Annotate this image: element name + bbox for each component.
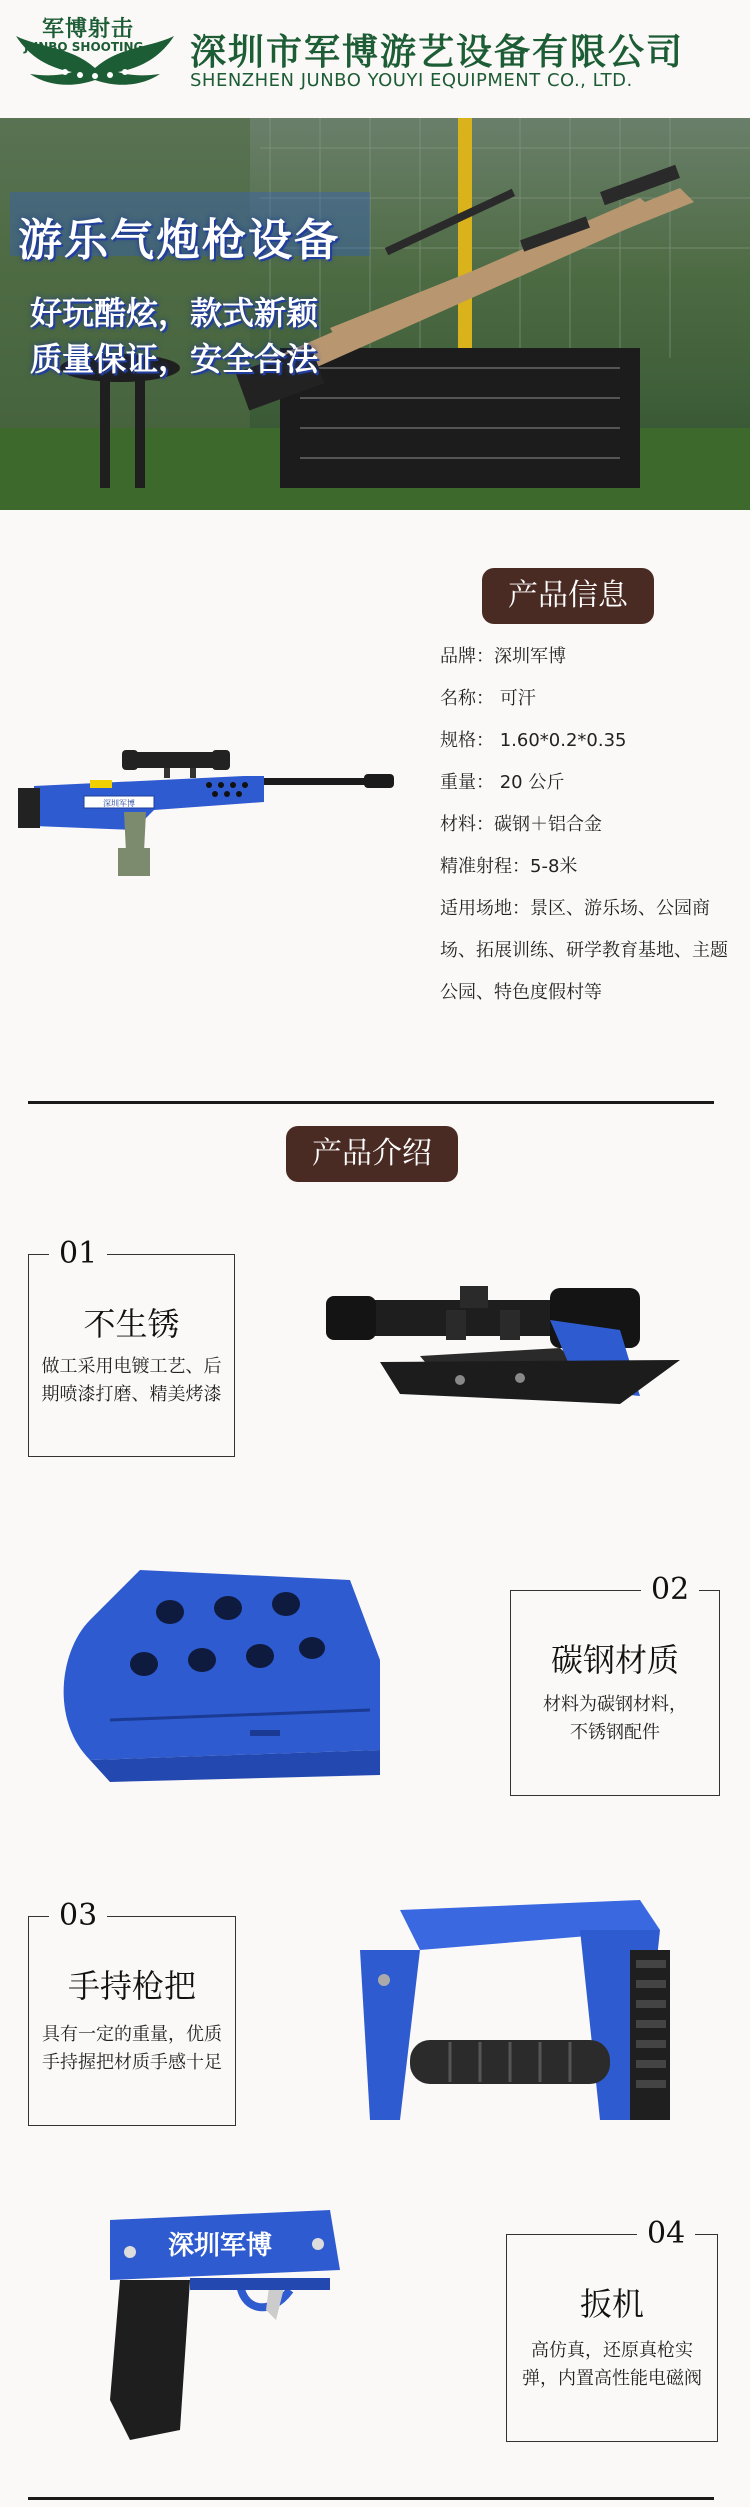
steel-plate-image: [50, 1560, 400, 1810]
hero-banner: [0, 118, 750, 510]
product-intro-heading: 产品介绍: [286, 1126, 458, 1182]
feature-title: 扳机: [579, 2285, 644, 2323]
trigger-image: [90, 2200, 380, 2450]
feature-title: 碳钢材质: [550, 1641, 679, 1679]
feature-card-01: [28, 1236, 235, 1457]
logo-text-cn: 军博射击: [42, 17, 135, 42]
info-range: 精准射程：5-8米: [440, 856, 578, 877]
page-header: [0, 0, 750, 118]
section-divider-top: [28, 1101, 714, 1104]
feature-desc: 具有一定的重量，优质手持握把材质手感十足: [42, 2024, 222, 2073]
feature-desc: 做工采用电镀工艺、后期喷漆打磨、精美烤漆: [41, 1356, 222, 1405]
product-info-list: [440, 636, 740, 1014]
logo-text-en: JUNBO SHOOTING: [24, 40, 144, 54]
feature-card-04: [506, 2216, 718, 2442]
feature-desc: 材料为碳钢材料，不锈钢配件: [543, 1694, 687, 1743]
feature-card-02: [510, 1572, 720, 1796]
feature-card-03: [28, 1898, 236, 2126]
trigger-label-text: 深圳军博: [167, 2231, 273, 2261]
hero-slogan-1: 好玩酷炫，款式新颖: [30, 294, 319, 332]
section-divider-bottom: [28, 2497, 714, 2500]
info-venues: 适用场地：景区、游乐场、公园商场、拓展训练、研学教育基地、主题公园、特色度假村等: [440, 898, 728, 1003]
gun-label-text: 深圳军博: [103, 799, 135, 808]
hero-title: 游乐气炮枪设备: [18, 215, 340, 266]
company-logo: [10, 6, 180, 106]
feature-title: 手持枪把: [67, 1967, 196, 2005]
hero-slogan-2: 质量保证，安全合法: [30, 340, 319, 378]
feature-title: 不生锈: [83, 1305, 180, 1343]
feature-number: 03: [49, 1899, 107, 1933]
info-name: 名称： 可汗: [440, 688, 536, 709]
company-name-en: SHENZHEN JUNBO YOUYI EQUIPMENT CO., LTD.: [190, 70, 633, 91]
hand-grip-image: [340, 1890, 680, 2140]
feature-number: 02: [641, 1573, 699, 1607]
product-gun-image: [14, 740, 410, 890]
company-name-cn: 深圳市军博游艺设备有限公司: [190, 32, 685, 73]
feature-number: 01: [49, 1237, 107, 1271]
feature-desc: 高仿真，还原真枪实弹，内置高性能电磁阀: [522, 2340, 702, 2389]
feature-number: 04: [637, 2217, 695, 2251]
info-weight: 重量： 20 公斤: [440, 772, 565, 793]
info-spec: 规格： 1.60*0.2*0.35: [440, 730, 627, 751]
info-brand: 品牌：深圳军博: [440, 646, 566, 667]
product-info-heading: 产品信息: [482, 568, 654, 624]
info-material: 材料：碳钢＋铝合金: [440, 814, 602, 835]
scope-image: [320, 1270, 690, 1430]
